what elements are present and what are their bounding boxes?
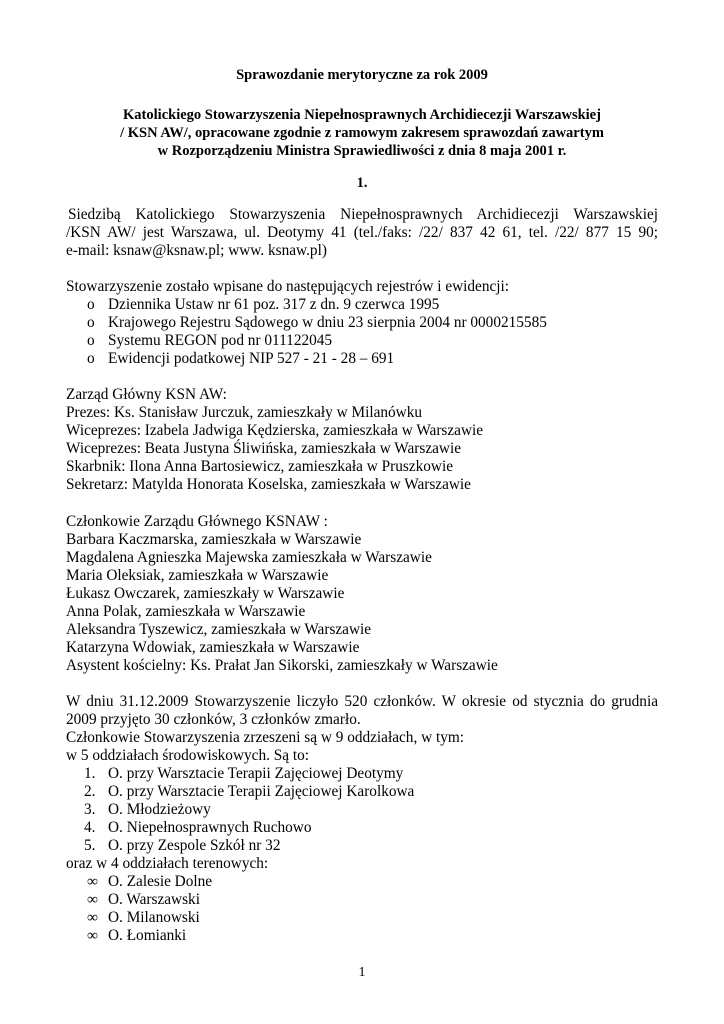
stats-line: W dniu 31.12.2009 Stowarzyszenie liczyło 520 członków. W okresie od stycznia do grudnia [66,693,658,710]
list-number: 5. [84,837,96,854]
board-member: Sekretarz: Matylda Honorata Koselska, zamieszkała w Warszawie [66,476,471,493]
registers-intro: Stowarzyszenie zostało wpisane do następujących rejestrów i ewidencji: [66,278,510,295]
member: Asystent kościelny: Ks. Prałat Jan Sikorski, zamieszkały w Warszawie [66,657,498,674]
register-item-text: Dziennika Ustaw nr 61 poz. 317 z dn. 9 czerwca 1995 [108,296,440,313]
field-branch-label: O. Łomianki [108,927,187,944]
register-item-text: Systemu REGON pod nr 011122045 [108,332,333,349]
infinity-bullet-icon: ∞ [87,927,98,944]
infinity-bullet-icon: ∞ [87,873,98,890]
board-member: Wiceprezes: Beata Justyna Śliwińska, zamieszkała w Warszawie [66,440,462,457]
bullet-icon: o [87,296,95,313]
field-branches-intro: oraz w 4 oddziałach terenowych: [66,855,269,872]
report-title: Sprawozdanie merytoryczne za rok 2009 [236,67,488,83]
env-branch-label: O. przy Warsztacie Terapii Zajęciowej Karolkowa [108,783,415,800]
list-number: 2. [84,783,96,800]
board-member: Skarbnik: Ilona Anna Bartosiewicz, zamieszkała w Pruszkowie [66,458,453,475]
infinity-bullet-icon: ∞ [87,891,98,908]
list-number: 3. [84,801,96,818]
member: Łukasz Owczarek, zamieszkały w Warszawie [66,585,345,602]
board-member: Wiceprezes: Izabela Jadwiga Kędzierska, zamieszkała w Warszawie [66,422,484,439]
stats-line: Członkowie Stowarzyszenia zrzeszeni są w 9 oddziałach, w tym: [66,729,465,746]
register-item-text: Ewidencji podatkowej NIP 527 - 21 - 28 – 691 [108,350,395,367]
member: Maria Oleksiak, zamieszkała w Warszawie [66,567,329,584]
member: Anna Polak, zamieszkała w Warszawie [66,603,306,620]
member: Katarzyna Wdowiak, zamieszkała w Warszawie [66,639,360,656]
report-subtitle-line: / KSN AW/, opracowane zgodnie z ramowym zakresem sprawozdań zawartym [120,125,604,141]
board-heading: Zarząd Główny KSN AW: [66,386,227,403]
seat-line: e-mail: ksnaw@ksnaw.pl; www. ksnaw.pl) [66,242,327,259]
report-subtitle-line: Katolickiego Stowarzyszenia Niepełnosprawnych Archidiecezji Warszawskiej [123,107,601,123]
report-subtitle-line: w Rozporządzeniu Ministra Sprawiedliwości z dnia 8 maja 2001 r. [157,143,567,159]
field-branch-label: O. Zalesie Dolne [108,873,213,890]
list-number: 1. [84,765,96,782]
seat-line: Siedzibą Katolickiego Stowarzyszenia Niepełnosprawnych Archidiecezji Warszawskiej [68,206,658,223]
infinity-bullet-icon: ∞ [87,909,98,926]
list-number: 4. [84,819,96,836]
env-branch-label: O. przy Warsztacie Terapii Zajęciowej Deotymy [108,765,404,782]
field-branch-label: O. Warszawski [108,891,200,908]
member: Magdalena Agnieszka Majewska zamieszkała w Warszawie [66,549,432,566]
stats-line: 2009 przyjęto 30 członków, 3 członków zmarło. [66,711,361,728]
bullet-icon: o [87,350,95,367]
board-member: Prezes: Ks. Stanisław Jurczuk, zamieszkały w Milanówku [66,404,422,421]
members-heading: Członkowie Zarządu Głównego KSNAW : [66,513,328,530]
member: Aleksandra Tyszewicz, zamieszkała w Warszawie [66,621,372,638]
page-number: 1 [358,965,366,980]
env-branch-label: O. Niepełnosprawnych Ruchowo [108,819,312,836]
seat-line: /KSN AW/ jest Warszawa, ul. Deotymy 41 (tel./faks: /22/ 837 42 61, tel. /22/ 877 15 90; [66,224,658,241]
stats-line: w 5 oddziałach środowiskowych. Są to: [66,747,310,764]
section-number: 1. [356,175,368,191]
field-branch-label: O. Milanowski [108,909,200,926]
bullet-icon: o [87,314,95,331]
register-item-text: Krajowego Rejestru Sądowego w dniu 23 sierpnia 2004 nr 0000215585 [108,314,547,331]
env-branch-label: O. przy Zespole Szkół nr 32 [108,837,281,854]
member: Barbara Kaczmarska, zamieszkała w Warszawie [66,531,362,548]
bullet-icon: o [87,332,95,349]
env-branch-label: O. Młodzieżowy [108,801,211,818]
